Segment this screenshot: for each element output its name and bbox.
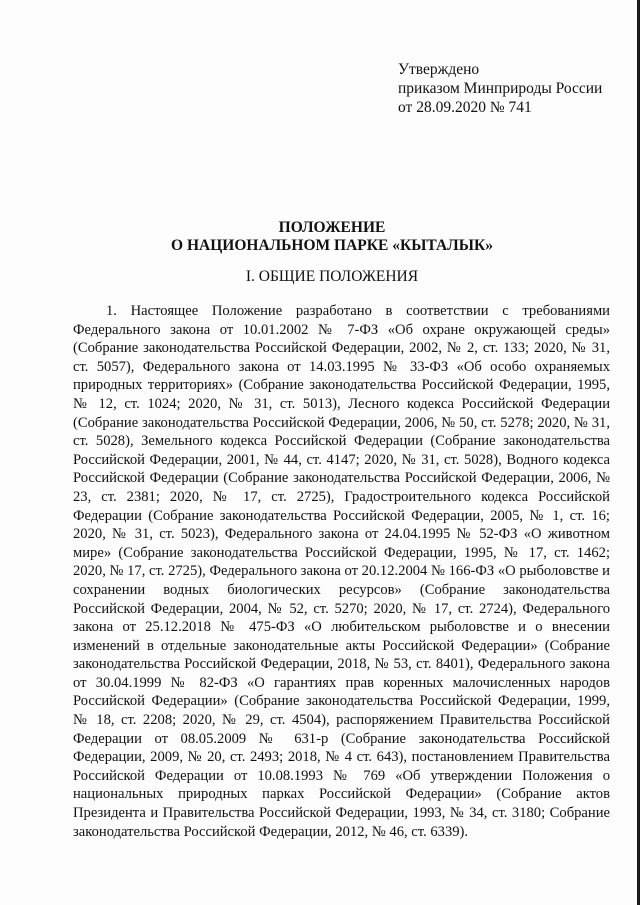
approval-stamp <box>398 60 602 117</box>
section-heading: I. ОБЩИЕ ПОЛОЖЕНИЯ <box>245 268 419 285</box>
approval-line-3: от 28.09.2020 № 741 <box>398 99 532 116</box>
document-title: ПОЛОЖЕНИЕ <box>278 219 386 236</box>
document-subtitle: О НАЦИОНАЛЬНОМ ПАРКЕ «КЫТАЛЫК» <box>171 237 493 254</box>
approval-line-2: приказом Минприроды России <box>398 80 603 97</box>
approval-line-1: Утверждено <box>398 61 480 78</box>
paragraph-1: 1. Настоящее Положение разработано в соответствии с требованиями Федерального закона от 10.01.2002 № 7-ФЗ «Об охране окружающей среды» (Собрание законодательства Российской Федерации, 2002, № 2, ст. 133; 2020, № 31, ст. 5057), Федерального закона от 14.03.1995 № 33-ФЗ «Об особо охраняемых природных территориях» (Собрание законодательства Российской Федерации, 1995, № 12, ст. 1024; 2020, № 31, ст. 5013), Лесного кодекса Российской Федерации (Собрание законодательства Российской Федерации, 2006, № 50, ст. 5278; 2020, № 31, ст. 5028), Земельного кодекса Российской Федерации (Собрание законодательства Российской Федерации, 2001, № 44, ст. 4147; 2020, № 31, ст. 5028), Водного кодекса Российской Федерации (Собрание законодательства Российской Федерации, 2006, № 23, ст. 2381; 2020, № 17, ст. 2725), Градостроительного кодекса Российской Федерации (Собрание законодательства Российской Федерации, 2005, № 1, ст. 16; 2020, № 31, ст. 5023), Федерального закона от 24.04.1995 № 52-ФЗ «О животном мире» (Собрание законодательства Российской Федерации, 1995, № 17, ст. 1462; 2020, № 17, ст. 2725), Федерального закона от 20.12.2004 № 166-ФЗ «О рыболовстве и сохранении водных биологических ресурсов» (Собрание законодательства Российской Федерации, 2004, № 52, ст. 5270; 2020, № 17, ст. 2724), Федерального закона от 25.12.2018 № 475-ФЗ «О любительском рыболовстве и о внесении изменений в отдельные законодательные акты Российской Федерации» (Собрание законодательства Российской Федерации, 2018, № 53, ст. 8401), Федерального закона от 30.04.1999 № 82-ФЗ «О гарантиях прав коренных малочисленных народов Российской Федерации» (Собрание законодательства Российской Федерации, 1999, № 18, ст. 2208; 2020, № 29, ст. 4504), распоряжением Правительства Российской Федерации от 08.05.2009 № 631-р (Собрание законодательства Российской Федерации, 2009, № 20, ст. 2493; 2018, № 4 ст. 643), постановлением Правительства Российской Федерации от 10.08.1993 № 769 «Об утверждении Положения о национальных природных парках Российской Федерации» (Собрание актов Президента и Правительства Российской Федерации, 1993, № 34, ст. 3180; Собрание законодательства Российской Федерации, 2012, № 46, ст. 6339). <box>73 303 610 840</box>
